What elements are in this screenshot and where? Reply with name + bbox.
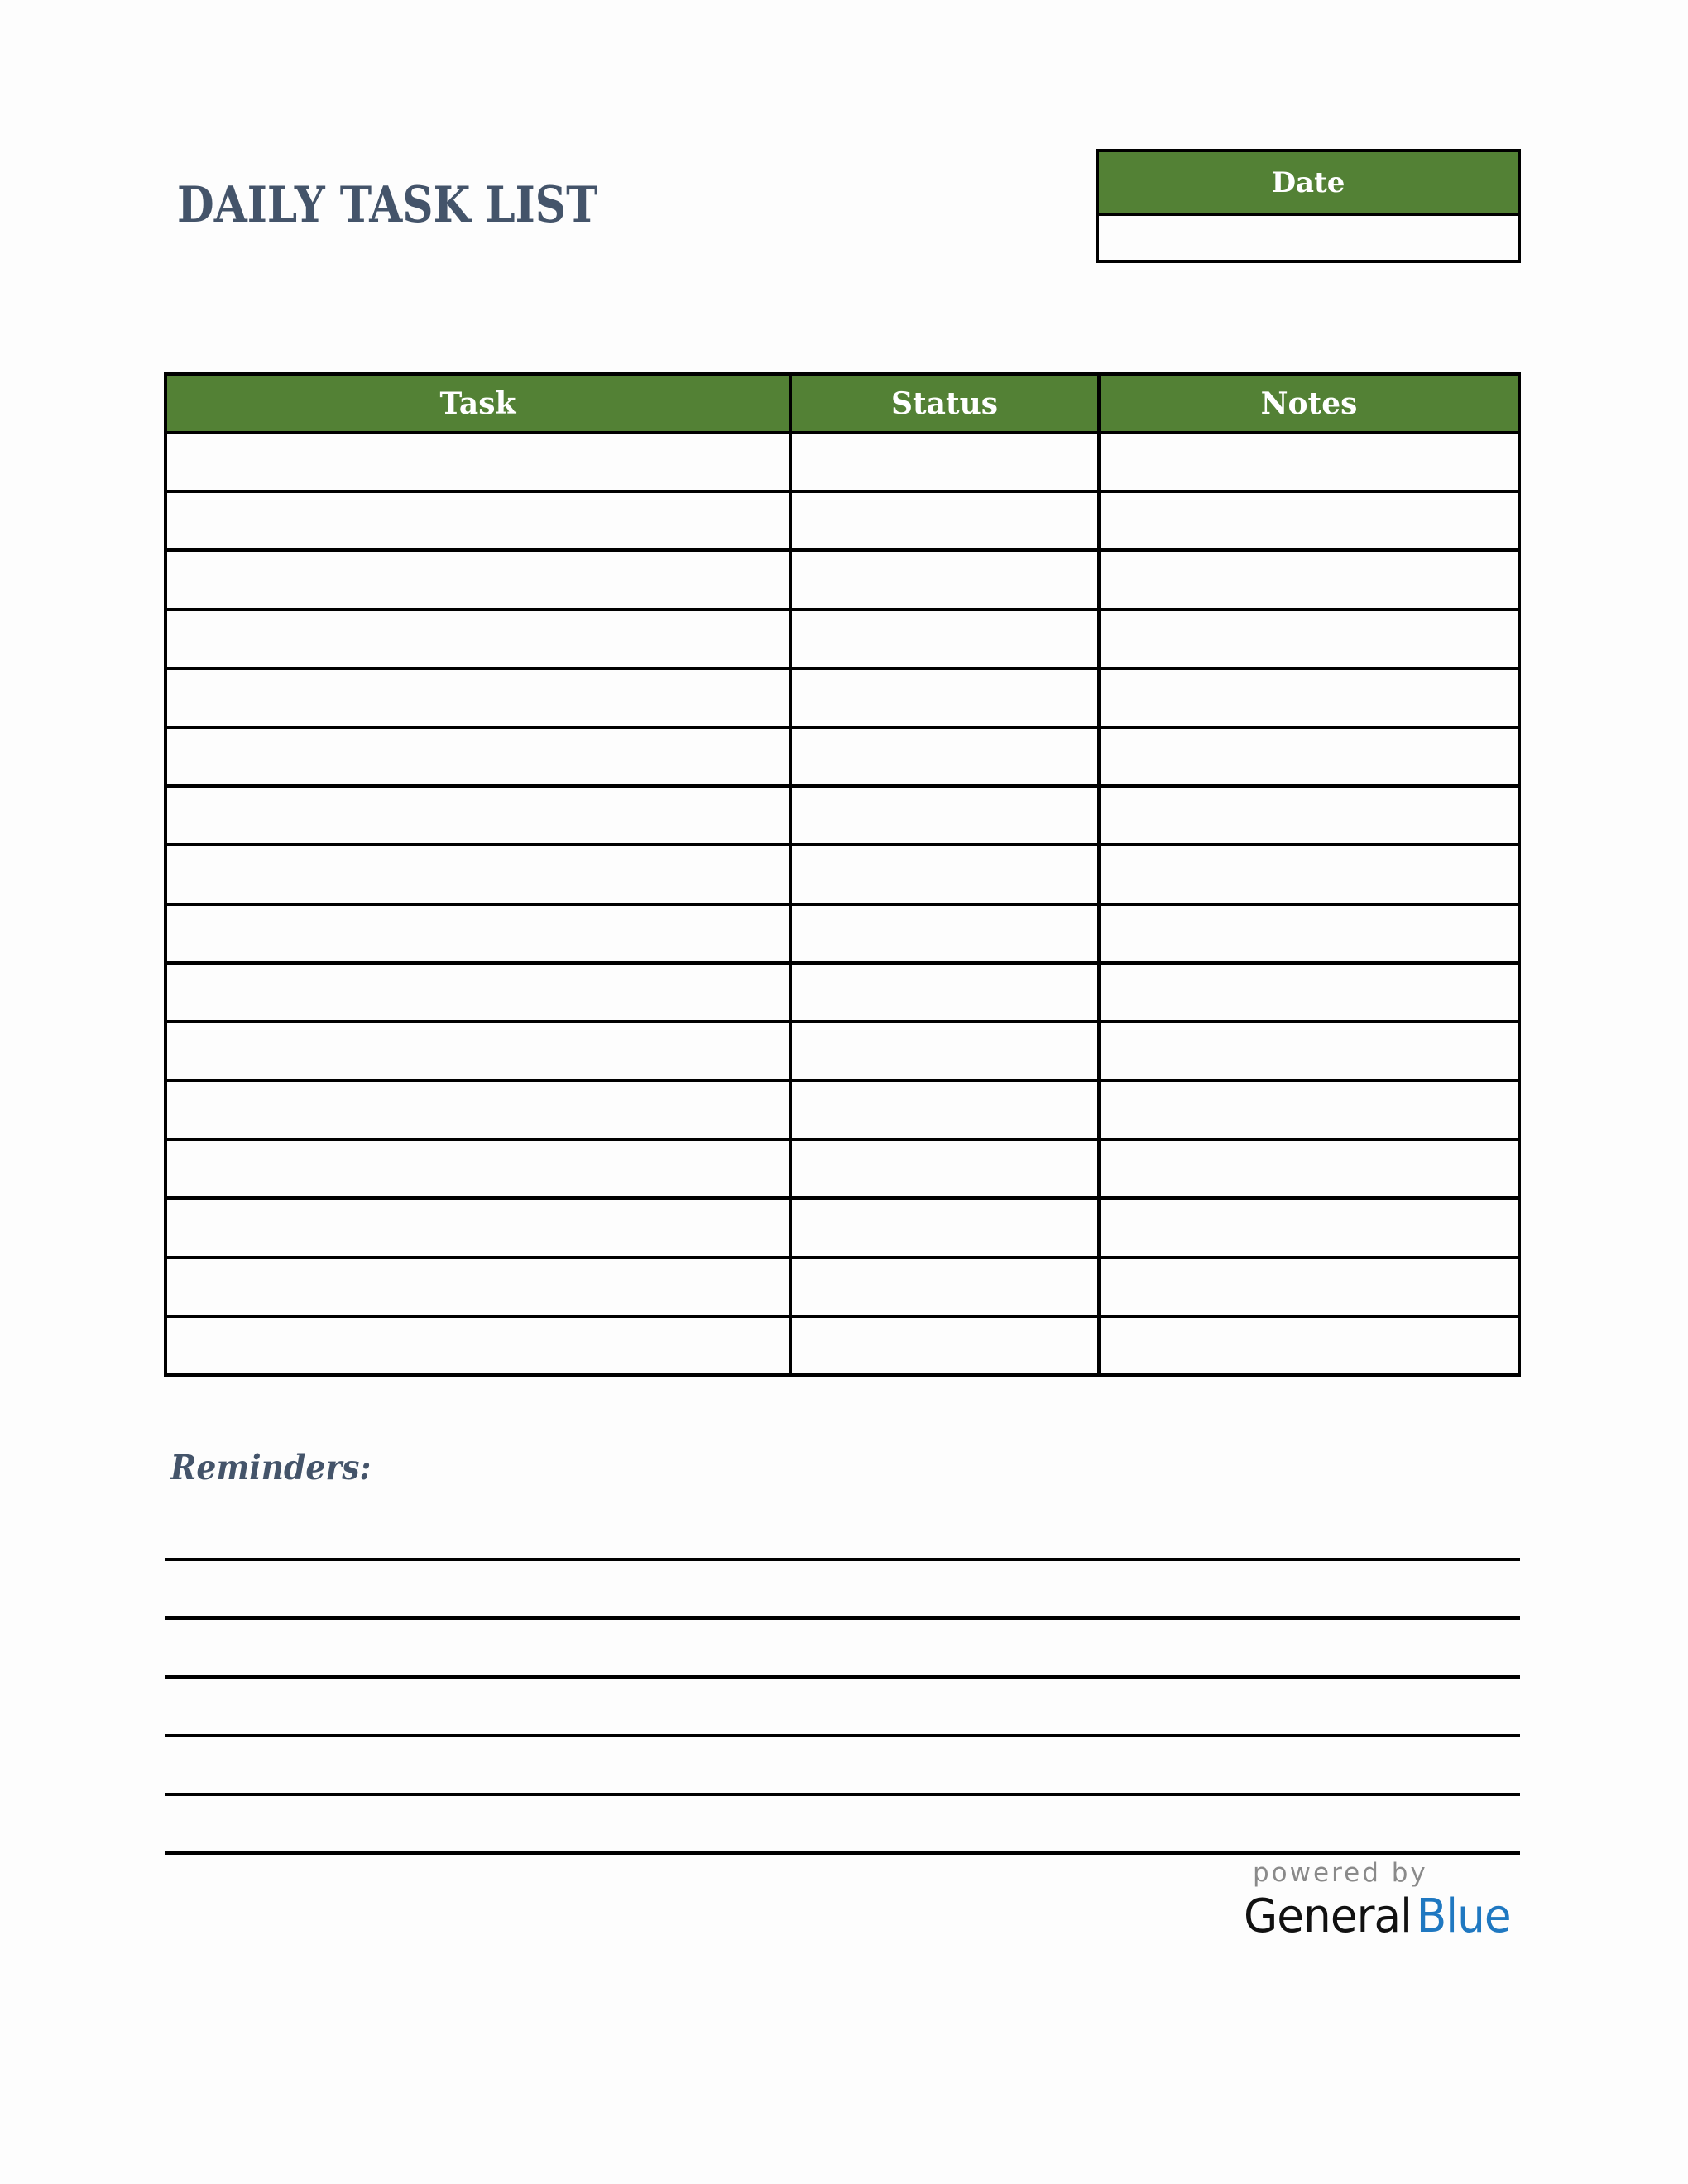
status-cell <box>792 1082 1101 1138</box>
table-row <box>167 1318 1518 1377</box>
reminder-input[interactable] <box>165 1684 1520 1734</box>
task-cell <box>167 1082 792 1138</box>
status-input[interactable] <box>792 670 1097 726</box>
table-row <box>167 1082 1518 1141</box>
status-input[interactable] <box>792 1200 1097 1255</box>
notes-input[interactable] <box>1101 1200 1518 1255</box>
notes-input[interactable] <box>1101 1141 1518 1196</box>
task-cell <box>167 729 792 784</box>
notes-cell <box>1101 1023 1518 1079</box>
status-input[interactable] <box>792 552 1097 607</box>
status-input[interactable] <box>792 906 1097 961</box>
status-input[interactable] <box>792 729 1097 784</box>
notes-cell <box>1101 611 1518 667</box>
notes-cell <box>1101 434 1518 490</box>
table-row <box>167 611 1518 670</box>
task-input[interactable] <box>167 1141 789 1196</box>
reminder-input[interactable] <box>165 1802 1520 1851</box>
notes-cell <box>1101 493 1518 548</box>
notes-input[interactable] <box>1101 434 1518 490</box>
reminder-input[interactable] <box>165 1626 1520 1675</box>
task-cell <box>167 493 792 548</box>
status-input[interactable] <box>792 611 1097 667</box>
reminder-input[interactable] <box>165 1508 1520 1558</box>
notes-cell <box>1101 729 1518 784</box>
notes-input[interactable] <box>1101 1082 1518 1138</box>
task-input[interactable] <box>167 846 789 902</box>
status-input[interactable] <box>792 1082 1097 1138</box>
table-row <box>167 788 1518 846</box>
column-header-notes: Notes <box>1260 386 1358 421</box>
status-cell <box>792 1259 1101 1315</box>
status-input[interactable] <box>792 846 1097 902</box>
column-header-task: Task <box>167 376 792 431</box>
notes-cell <box>1101 1200 1518 1255</box>
notes-cell <box>1101 965 1518 1020</box>
reminders-label: Reminders: <box>170 1448 372 1487</box>
notes-cell <box>1101 1141 1518 1196</box>
status-input[interactable] <box>792 493 1097 548</box>
status-input[interactable] <box>792 1141 1097 1196</box>
status-input[interactable] <box>792 965 1097 1020</box>
reminder-line <box>165 1616 1520 1620</box>
task-input[interactable] <box>167 965 789 1020</box>
status-cell <box>792 846 1101 902</box>
notes-input[interactable] <box>1101 1259 1518 1315</box>
table-row <box>167 493 1518 552</box>
task-input[interactable] <box>167 670 789 726</box>
task-cell <box>167 906 792 961</box>
notes-cell <box>1101 670 1518 726</box>
notes-cell <box>1101 552 1518 607</box>
status-input[interactable] <box>792 788 1097 843</box>
task-input[interactable] <box>167 1259 789 1315</box>
table-row <box>167 434 1518 493</box>
task-cell <box>167 1141 792 1196</box>
task-input[interactable] <box>167 493 789 548</box>
task-cell <box>167 552 792 607</box>
status-cell <box>792 906 1101 961</box>
status-cell <box>792 493 1101 548</box>
task-input[interactable] <box>167 1082 789 1138</box>
date-box <box>1096 149 1521 263</box>
table-header-row <box>167 376 1518 434</box>
status-cell <box>792 1318 1101 1373</box>
task-cell <box>167 788 792 843</box>
notes-input[interactable] <box>1101 906 1518 961</box>
task-cell <box>167 611 792 667</box>
notes-input[interactable] <box>1101 1318 1518 1373</box>
notes-cell <box>1101 1259 1518 1315</box>
status-cell <box>792 670 1101 726</box>
table-row <box>167 846 1518 905</box>
powered-by-text: powered by <box>1253 1858 1428 1888</box>
task-cell <box>167 1200 792 1255</box>
notes-input[interactable] <box>1101 846 1518 902</box>
task-cell <box>167 434 792 490</box>
task-input[interactable] <box>167 788 789 843</box>
table-row <box>167 906 1518 965</box>
task-input[interactable] <box>167 906 789 961</box>
table-row <box>167 552 1518 611</box>
task-input[interactable] <box>167 611 789 667</box>
notes-cell <box>1101 788 1518 843</box>
status-cell <box>792 552 1101 607</box>
task-input[interactable] <box>167 434 789 490</box>
status-input[interactable] <box>792 1318 1097 1373</box>
notes-cell <box>1101 1318 1518 1373</box>
brand-logo <box>1244 1889 1511 1944</box>
status-cell <box>792 611 1101 667</box>
table-row <box>167 1259 1518 1318</box>
notes-input[interactable] <box>1101 729 1518 784</box>
notes-cell <box>1101 906 1518 961</box>
task-input[interactable] <box>167 552 789 607</box>
reminder-line <box>165 1558 1520 1561</box>
task-input[interactable] <box>167 1023 789 1079</box>
notes-input[interactable] <box>1101 552 1518 607</box>
reminder-line <box>165 1851 1520 1855</box>
table-row <box>167 965 1518 1023</box>
task-cell <box>167 670 792 726</box>
reminder-input[interactable] <box>165 1567 1520 1616</box>
status-cell <box>792 1141 1101 1196</box>
status-cell <box>792 1200 1101 1255</box>
table-row <box>167 729 1518 788</box>
status-input[interactable] <box>792 1023 1097 1079</box>
table-row <box>167 1200 1518 1258</box>
reminder-line <box>165 1675 1520 1679</box>
task-input[interactable] <box>167 1200 789 1255</box>
table-row <box>167 1141 1518 1200</box>
brand-blue: Blue <box>1416 1889 1511 1943</box>
reminder-line <box>165 1793 1520 1796</box>
brand-general: General <box>1244 1889 1412 1943</box>
notes-input[interactable] <box>1101 670 1518 726</box>
task-input[interactable] <box>167 729 789 784</box>
page-title: DAILY TASK LIST <box>177 176 598 234</box>
task-input[interactable] <box>167 1318 789 1373</box>
notes-cell <box>1101 1082 1518 1138</box>
reminder-input[interactable] <box>165 1743 1520 1793</box>
task-cell <box>167 1318 792 1373</box>
task-cell <box>167 1259 792 1315</box>
date-field[interactable] <box>1099 216 1518 263</box>
notes-input[interactable] <box>1101 788 1518 843</box>
notes-input[interactable] <box>1101 1023 1518 1079</box>
task-table <box>164 372 1521 1377</box>
reminder-line <box>165 1734 1520 1737</box>
table-row <box>167 670 1518 729</box>
status-cell <box>792 788 1101 843</box>
task-cell <box>167 846 792 902</box>
status-input[interactable] <box>792 1259 1097 1315</box>
task-cell <box>167 965 792 1020</box>
column-header-status: Status <box>792 376 1101 431</box>
notes-input[interactable] <box>1101 493 1518 548</box>
status-cell <box>792 729 1101 784</box>
status-cell <box>792 965 1101 1020</box>
status-input[interactable] <box>792 434 1097 490</box>
notes-input[interactable] <box>1101 965 1518 1020</box>
status-cell <box>792 1023 1101 1079</box>
notes-cell <box>1101 846 1518 902</box>
notes-input[interactable] <box>1101 611 1518 667</box>
date-label: Date <box>1099 152 1518 216</box>
table-row <box>167 1023 1518 1082</box>
task-cell <box>167 1023 792 1079</box>
status-cell <box>792 434 1101 490</box>
